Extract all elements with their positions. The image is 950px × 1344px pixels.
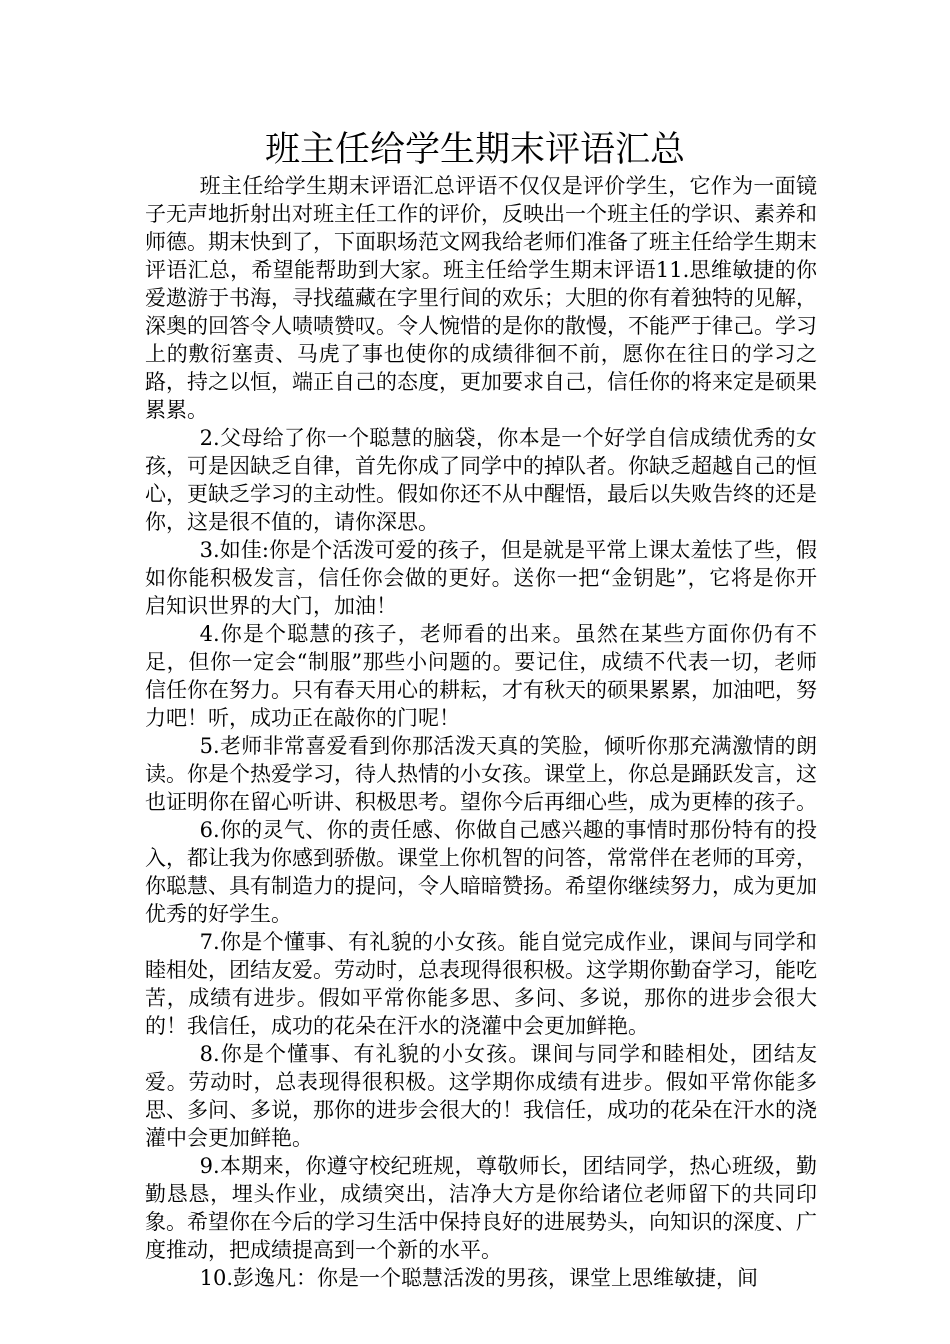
paragraph-intro: 班主任给学生期末评语汇总评语不仅仅是评价学生，它作为一面镜子无声地折射出对班主任工作的评价，反映出一个班主任的学识、素养和师德。期末快到了，下面职场范文网我给老师们准备了班主任给学生期末评语汇总，希望能帮助到大家。班主任给学生期末评语11.思维敏捷的你爱遨游于书海，寻找蕴藏在字里行间的欢乐；大胆的你有着独特的见解，深奥的回答令人啧啧赞叹。令人惋惜的是你的散慢，不能严于律己。学习上的敷衍塞责、马虎了事也使你的成绩徘徊不前，愿你在往日的学习之路，持之以恒，端正自己的态度，更加要求自己，信任你的将来定是硕果累累。: [145, 174, 817, 422]
paragraph-comment-9: 9.本期来，你遵守校纪班规，尊敬师长，团结同学，热心班级，勤勤恳恳，埋头作业，成绩突出，洁净大方是你给诸位老师留下的共同印象。希望你在今后的学习生活中保持良好的进展势头，向知识的深度、广度推动，把成绩提高到一个新的水平。: [145, 1154, 817, 1262]
paragraph-comment-10: 10.彭逸凡：你是一个聪慧活泼的男孩，课堂上思维敏捷，间: [199, 1266, 758, 1290]
paragraph-comment-2: 2.父母给了你一个聪慧的脑袋，你本是一个好学自信成绩优秀的女孩，可是因缺乏自律，首先你成了同学中的掉队者。你缺乏超越自己的恒心，更缺乏学习的主动性。假如你还不从中醒悟，最后以失败告终的还是你，这是很不值的，请你深思。: [145, 426, 817, 534]
paragraph-comment-8: 8.你是个懂事、有礼貌的小女孩。课间与同学和睦相处，团结友爱。劳动时，总表现得很积极。这学期你成绩有进步。假如平常你能多思、多问、多说，那你的进步会很大的！我信任，成功的花朵在汗水的浇灌中会更加鲜艳。: [145, 1042, 817, 1150]
paragraph-comment-5: 5.老师非常喜爱看到你那活泼天真的笑脸，倾听你那充满激情的朗读。你是个热爱学习，待人热情的小女孩。课堂上，你总是踊跃发言，这也证明你在留心听讲、积极思考。望你今后再细心些，成为更棒的孩子。: [145, 734, 817, 814]
paragraph-comment-4: 4.你是个聪慧的孩子，老师看的出来。虽然在某些方面你仍有不足，但你一定会“制服”那些小问题的。要记住，成绩不代表一切，老师信任你在努力。只有春天用心的耕耘，才有秋天的硕果累累，加油吧，努力吧！听，成功正在敲你的门呢！: [145, 622, 817, 730]
document-body: [145, 172, 817, 1292]
paragraph-comment-6: 6.你的灵气、你的责任感、你做自己感兴趣的事情时那份特有的投入，都让我为你感到骄傲。课堂上你机智的问答，常常伴在老师的耳旁，你聪慧、具有制造力的提问，令人暗暗赞扬。希望你继续努力，成为更加优秀的好学生。: [145, 818, 817, 926]
paragraph-comment-7: 7.你是个懂事、有礼貌的小女孩。能自觉完成作业，课间与同学和睦相处，团结友爱。劳动时，总表现得很积极。这学期你勤奋学习，能吃苦，成绩有进步。假如平常你能多思、多问、多说，那你的进步会很大的！我信任，成功的花朵在汗水的浇灌中会更加鲜艳。: [145, 930, 817, 1038]
paragraph-comment-3: 3.如佳:你是个活泼可爱的孩子，但是就是平常上课太羞怯了些，假如你能积极发言，信任你会做的更好。送你一把“金钥匙”，它将是你开启知识世界的大门，加油！: [145, 538, 817, 618]
document-title: 班主任给学生期末评语汇总: [264, 130, 685, 170]
